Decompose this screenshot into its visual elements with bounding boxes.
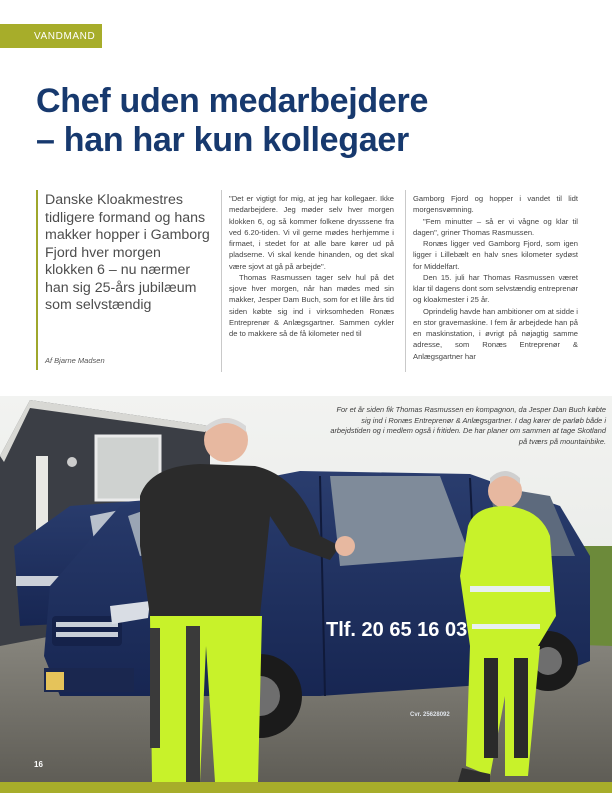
headline [36, 82, 596, 160]
headline-line-2: – han har kun kollegaer [36, 121, 409, 159]
body-paragraph: Den 15. juli har Thomas Rasmussen været klar til dagens dont som selvstændig entreprenør og kloakmester i 25 år. [413, 272, 578, 305]
body-paragraph: Ronæs ligger ved Gamborg Fjord, som igen ligger i Lillebælt en halv snes kilometer sydøst for Middelfart. [413, 239, 578, 271]
body-column-1 [229, 193, 394, 369]
lead-paragraph: Danske Kloakmestres tidligere formand og hans makker hopper i Gamborg Fjord hver morgen klokken 6 – nu nærmer han sig 25-års jubilæum som selvstændig [45, 192, 210, 313]
section-label: VANDMAND [34, 30, 96, 42]
page-number: 16 [34, 760, 43, 769]
byline: Af Bjarne Madsen [45, 356, 105, 365]
body-paragraph: "Fem minutter – så er vi vågne og klar til dagen", griner Thomas Rasmussen. [413, 216, 578, 237]
body-paragraph: "Det er vigtigt for mig, at jeg har kollegaer. Ikke medarbejdere. Jeg møder selv hver morgen klokken 6, og så kommer folkene drysssene fra ved 6.20-tiden. Vi vil gerne mødes herhjemme i firmaet, i stedet for at alle bare kører ud på pladserne. Vi skal kende hinanden, og det skal være sjovt at gå på arbejde". [229, 194, 394, 271]
headline-line-1: Chef uden medarbejdere [36, 82, 429, 120]
van-door-text: Cvr. 25628092 [410, 712, 450, 718]
body-paragraph: Oprindelig havde han ambitioner om at sidde i en stor gravemaskine. I fem år arbejdede han på en maskinstation, i øvrigt på nøjagtig samme adresse, som Ronæs Entreprenør & Anlægsgartner har [413, 306, 578, 361]
column-divider [405, 190, 406, 372]
van-phone-text: Tlf. 20 65 16 03 [326, 619, 468, 641]
photo-caption: For et år siden fik Thomas Rasmussen en kompagnon, da Jesper Dan Buch købte sig ind i Ronæs Entreprenør & Anlægsgartner. I dag kører de parløb både i arbejdstiden og i medlem også i fritiden. De har planer om sammen at tage Skotland på tværs på mountainbike. [330, 405, 606, 446]
section-tag [0, 24, 102, 48]
body-paragraph: Gamborg Fjord og hopper i vandet til lidt morgensvømning. [413, 194, 578, 215]
footer-bar [0, 782, 612, 793]
body-paragraph: Thomas Rasmussen tager selv hul på det sjove hver morgen, når han mødes med sin makker, Jesper Dam Buch, som for et lille års tid siden købte sig ind i virksomheden Ronæs Entreprenør & Anlægsgartner. Sammen cykler de to makkere så de få kilometer ned til [229, 272, 394, 338]
body-column-2 [413, 193, 578, 369]
article-photo [0, 396, 612, 782]
column-divider [221, 190, 222, 372]
lead-rule [36, 190, 38, 370]
